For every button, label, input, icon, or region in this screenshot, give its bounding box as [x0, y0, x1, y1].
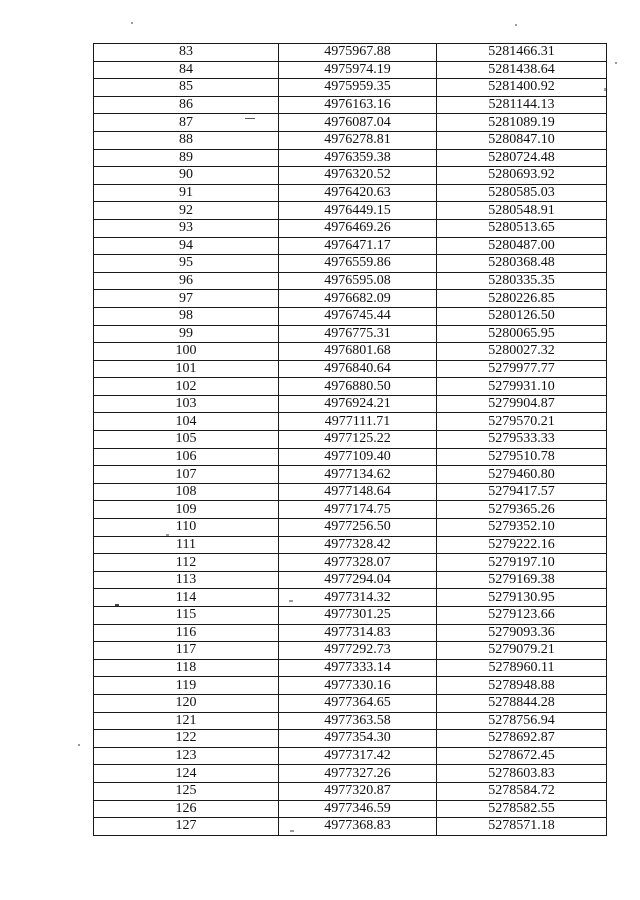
x-coordinate-cell: 4976840.64: [279, 360, 437, 378]
x-coordinate-cell: 4977134.62: [279, 466, 437, 484]
x-coordinate-cell: 4977328.07: [279, 554, 437, 572]
point-number-cell: 116: [94, 624, 279, 642]
point-number-cell: 98: [94, 307, 279, 325]
point-number-cell: 121: [94, 712, 279, 730]
y-coordinate-cell: 5279169.38: [437, 571, 607, 589]
y-coordinate-cell: 5278582.55: [437, 800, 607, 818]
point-number-cell: 107: [94, 466, 279, 484]
point-number-cell: 125: [94, 782, 279, 800]
table-row: [94, 255, 607, 273]
x-coordinate-cell: 4976682.09: [279, 290, 437, 308]
y-coordinate-cell: 5280126.50: [437, 307, 607, 325]
x-coordinate-cell: 4977314.32: [279, 589, 437, 607]
table-row: [94, 202, 607, 220]
table-row: [94, 501, 607, 519]
x-coordinate-cell: 4977125.22: [279, 431, 437, 449]
x-coordinate-cell: 4977111.71: [279, 413, 437, 431]
table-row: [94, 307, 607, 325]
y-coordinate-cell: 5278672.45: [437, 747, 607, 765]
y-coordinate-cell: 5279079.21: [437, 642, 607, 660]
point-number-cell: 110: [94, 519, 279, 537]
x-coordinate-cell: 4975967.88: [279, 44, 437, 62]
point-number-cell: 87: [94, 114, 279, 132]
y-coordinate-cell: 5278571.18: [437, 818, 607, 836]
y-coordinate-cell: 5280513.65: [437, 219, 607, 237]
y-coordinate-cell: 5279365.26: [437, 501, 607, 519]
x-coordinate-cell: 4977363.58: [279, 712, 437, 730]
x-coordinate-cell: 4977368.83: [279, 818, 437, 836]
point-number-cell: 94: [94, 237, 279, 255]
y-coordinate-cell: 5279197.10: [437, 554, 607, 572]
y-coordinate-cell: 5279510.78: [437, 448, 607, 466]
point-number-cell: 95: [94, 255, 279, 273]
point-number-cell: 112: [94, 554, 279, 572]
point-number-cell: 105: [94, 431, 279, 449]
point-number-cell: 104: [94, 413, 279, 431]
point-number-cell: 109: [94, 501, 279, 519]
table-row: [94, 624, 607, 642]
y-coordinate-cell: 5279570.21: [437, 413, 607, 431]
table-row: [94, 694, 607, 712]
point-number-cell: 120: [94, 694, 279, 712]
table-row: [94, 219, 607, 237]
y-coordinate-cell: 5280226.85: [437, 290, 607, 308]
point-number-cell: 118: [94, 659, 279, 677]
x-coordinate-cell: 4976745.44: [279, 307, 437, 325]
y-coordinate-cell: 5279417.57: [437, 483, 607, 501]
y-coordinate-cell: 5280027.32: [437, 343, 607, 361]
point-number-cell: 122: [94, 730, 279, 748]
x-coordinate-cell: 4976163.16: [279, 96, 437, 114]
point-number-cell: 114: [94, 589, 279, 607]
x-coordinate-cell: 4976087.04: [279, 114, 437, 132]
table-row: [94, 79, 607, 97]
scan-speck: [290, 830, 294, 832]
table-row: [94, 818, 607, 836]
x-coordinate-cell: 4977320.87: [279, 782, 437, 800]
x-coordinate-cell: 4976278.81: [279, 131, 437, 149]
x-coordinate-cell: 4977256.50: [279, 519, 437, 537]
table-row: [94, 360, 607, 378]
point-number-cell: 113: [94, 571, 279, 589]
point-number-cell: 127: [94, 818, 279, 836]
x-coordinate-cell: 4976801.68: [279, 343, 437, 361]
table-row: [94, 44, 607, 62]
x-coordinate-cell: 4976880.50: [279, 378, 437, 396]
table-row: [94, 378, 607, 396]
table-row: [94, 290, 607, 308]
x-coordinate-cell: 4977148.64: [279, 483, 437, 501]
x-coordinate-cell: 4976559.86: [279, 255, 437, 273]
point-number-cell: 119: [94, 677, 279, 695]
coordinates-table-body: [94, 44, 607, 836]
table-row: [94, 448, 607, 466]
table-row: [94, 800, 607, 818]
point-number-cell: 103: [94, 395, 279, 413]
table-row: [94, 413, 607, 431]
x-coordinate-cell: 4977333.14: [279, 659, 437, 677]
x-coordinate-cell: 4977314.83: [279, 624, 437, 642]
table-row: [94, 114, 607, 132]
y-coordinate-cell: 5280368.48: [437, 255, 607, 273]
x-coordinate-cell: 4975974.19: [279, 61, 437, 79]
scan-speck: [515, 24, 517, 26]
point-number-cell: 124: [94, 765, 279, 783]
y-coordinate-cell: 5279533.33: [437, 431, 607, 449]
y-coordinate-cell: 5281144.13: [437, 96, 607, 114]
y-coordinate-cell: 5279977.77: [437, 360, 607, 378]
table-row: [94, 237, 607, 255]
y-coordinate-cell: 5281438.64: [437, 61, 607, 79]
table-row: [94, 61, 607, 79]
y-coordinate-cell: 5278844.28: [437, 694, 607, 712]
table-row: [94, 659, 607, 677]
x-coordinate-cell: 4977317.42: [279, 747, 437, 765]
x-coordinate-cell: 4977109.40: [279, 448, 437, 466]
y-coordinate-cell: 5279460.80: [437, 466, 607, 484]
coordinates-table: [93, 43, 607, 836]
point-number-cell: 88: [94, 131, 279, 149]
table-row: [94, 536, 607, 554]
y-coordinate-cell: 5278603.83: [437, 765, 607, 783]
y-coordinate-cell: 5279931.10: [437, 378, 607, 396]
point-number-cell: 92: [94, 202, 279, 220]
x-coordinate-cell: 4976359.38: [279, 149, 437, 167]
table-row: [94, 96, 607, 114]
y-coordinate-cell: 5278584.72: [437, 782, 607, 800]
table-row: [94, 131, 607, 149]
y-coordinate-cell: 5280724.48: [437, 149, 607, 167]
y-coordinate-cell: 5280585.03: [437, 184, 607, 202]
y-coordinate-cell: 5279904.87: [437, 395, 607, 413]
point-number-cell: 85: [94, 79, 279, 97]
x-coordinate-cell: 4976471.17: [279, 237, 437, 255]
point-number-cell: 86: [94, 96, 279, 114]
y-coordinate-cell: 5279093.36: [437, 624, 607, 642]
point-number-cell: 93: [94, 219, 279, 237]
x-coordinate-cell: 4977174.75: [279, 501, 437, 519]
point-number-cell: 111: [94, 536, 279, 554]
scan-speck: [289, 600, 293, 602]
y-coordinate-cell: 5279123.66: [437, 607, 607, 625]
table-row: [94, 782, 607, 800]
y-coordinate-cell: 5281466.31: [437, 44, 607, 62]
table-row: [94, 607, 607, 625]
x-coordinate-cell: 4977301.25: [279, 607, 437, 625]
y-coordinate-cell: 5280548.91: [437, 202, 607, 220]
y-coordinate-cell: 5281089.19: [437, 114, 607, 132]
scan-speck: [615, 62, 617, 64]
scan-speck: [115, 604, 119, 606]
y-coordinate-cell: 5279352.10: [437, 519, 607, 537]
point-number-cell: 117: [94, 642, 279, 660]
x-coordinate-cell: 4976449.15: [279, 202, 437, 220]
x-coordinate-cell: 4976469.26: [279, 219, 437, 237]
scan-speck: [245, 118, 255, 119]
table-row: [94, 571, 607, 589]
table-row: [94, 395, 607, 413]
x-coordinate-cell: 4976924.21: [279, 395, 437, 413]
y-coordinate-cell: 5280847.10: [437, 131, 607, 149]
x-coordinate-cell: 4977294.04: [279, 571, 437, 589]
y-coordinate-cell: 5279130.95: [437, 589, 607, 607]
y-coordinate-cell: 5278948.88: [437, 677, 607, 695]
y-coordinate-cell: 5278756.94: [437, 712, 607, 730]
table-row: [94, 325, 607, 343]
table-row: [94, 747, 607, 765]
table-row: [94, 712, 607, 730]
y-coordinate-cell: 5281400.92: [437, 79, 607, 97]
table-row: [94, 466, 607, 484]
point-number-cell: 97: [94, 290, 279, 308]
point-number-cell: 102: [94, 378, 279, 396]
table-row: [94, 483, 607, 501]
table-row: [94, 677, 607, 695]
point-number-cell: 89: [94, 149, 279, 167]
y-coordinate-cell: 5280335.35: [437, 272, 607, 290]
scan-speck: [166, 534, 169, 536]
x-coordinate-cell: 4977328.42: [279, 536, 437, 554]
y-coordinate-cell: 5280487.00: [437, 237, 607, 255]
point-number-cell: 106: [94, 448, 279, 466]
table-row: [94, 642, 607, 660]
point-number-cell: 90: [94, 167, 279, 185]
x-coordinate-cell: 4977330.16: [279, 677, 437, 695]
x-coordinate-cell: 4976595.08: [279, 272, 437, 290]
y-coordinate-cell: 5279222.16: [437, 536, 607, 554]
x-coordinate-cell: 4976420.63: [279, 184, 437, 202]
table-row: [94, 765, 607, 783]
table-row: [94, 343, 607, 361]
point-number-cell: 84: [94, 61, 279, 79]
scan-speck: [78, 744, 80, 746]
point-number-cell: 99: [94, 325, 279, 343]
table-row: [94, 167, 607, 185]
y-coordinate-cell: 5278692.87: [437, 730, 607, 748]
x-coordinate-cell: 4976320.52: [279, 167, 437, 185]
table-row: [94, 272, 607, 290]
scan-speck: [131, 22, 133, 24]
point-number-cell: 83: [94, 44, 279, 62]
point-number-cell: 91: [94, 184, 279, 202]
scan-speck: [604, 88, 606, 91]
table-row: [94, 730, 607, 748]
table-row: [94, 554, 607, 572]
y-coordinate-cell: 5278960.11: [437, 659, 607, 677]
x-coordinate-cell: 4977354.30: [279, 730, 437, 748]
point-number-cell: 96: [94, 272, 279, 290]
point-number-cell: 126: [94, 800, 279, 818]
table-row: [94, 149, 607, 167]
y-coordinate-cell: 5280693.92: [437, 167, 607, 185]
table-row: [94, 589, 607, 607]
point-number-cell: 108: [94, 483, 279, 501]
x-coordinate-cell: 4975959.35: [279, 79, 437, 97]
x-coordinate-cell: 4977292.73: [279, 642, 437, 660]
x-coordinate-cell: 4977346.59: [279, 800, 437, 818]
x-coordinate-cell: 4977327.26: [279, 765, 437, 783]
x-coordinate-cell: 4976775.31: [279, 325, 437, 343]
table-row: [94, 431, 607, 449]
point-number-cell: 123: [94, 747, 279, 765]
x-coordinate-cell: 4977364.65: [279, 694, 437, 712]
table-row: [94, 519, 607, 537]
point-number-cell: 115: [94, 607, 279, 625]
point-number-cell: 100: [94, 343, 279, 361]
point-number-cell: 101: [94, 360, 279, 378]
y-coordinate-cell: 5280065.95: [437, 325, 607, 343]
table-row: [94, 184, 607, 202]
